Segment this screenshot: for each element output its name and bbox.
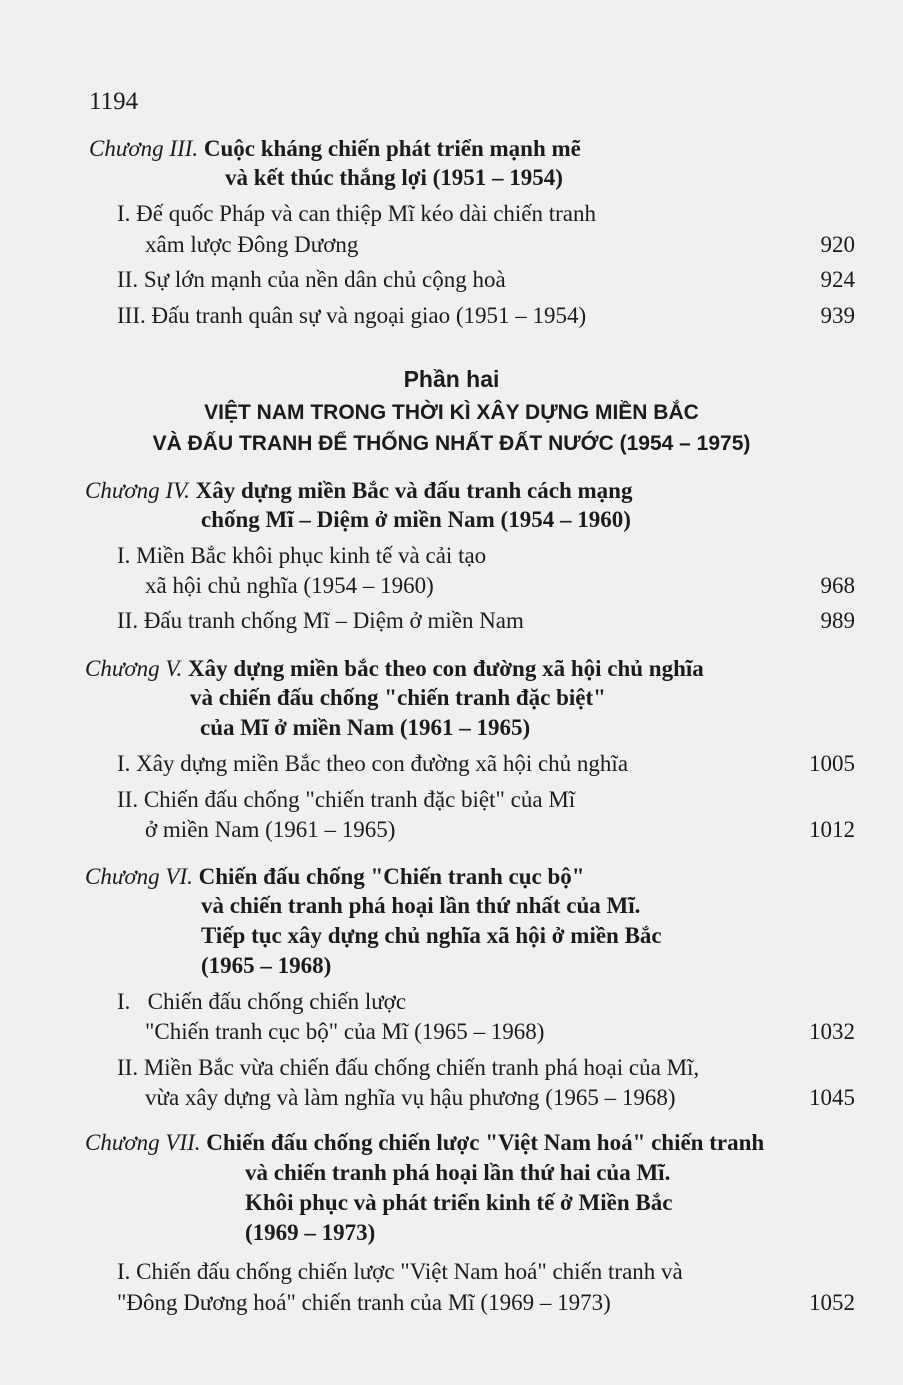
toc-entry-3-1-cont: xâm lược Đông Dương [145, 232, 359, 257]
chapter-5-title-cont-2: của Mĩ ở miền Nam (1961 – 1965) [200, 715, 531, 740]
chapter-5-heading [85, 657, 704, 680]
chapter-6-title-cont-2: Tiếp tục xây dựng chủ nghĩa xã hội ở miền Bắc [201, 923, 662, 948]
toc-entry-6-2: II. Miền Bắc vừa chiến đấu chống chiến tranh phá hoại của Mĩ, [117, 1055, 700, 1080]
toc-page-6-2: 1045 [809, 1085, 855, 1110]
toc-entry-6-2-cont: vừa xây dựng và làm nghĩa vụ hậu phương (1965 – 1968) [145, 1085, 676, 1110]
chapter-7-heading [85, 1131, 764, 1154]
chapter-7-title-cont-2: Khôi phục và phát triển kinh tế ở Miền Bắc [245, 1190, 673, 1215]
chapter-3-heading [89, 137, 581, 160]
chapter-5-title-cont-1: và chiến đấu chống "chiến tranh đặc biệt" [190, 685, 606, 710]
toc-page-3-2: 924 [820, 267, 855, 292]
chapter-7-title: Chiến đấu chống chiến lược "Việt Nam hoá" chiến tranh [206, 1130, 765, 1155]
chapter-4-title: Xây dựng miền Bắc và đấu tranh cách mạng [195, 478, 633, 503]
toc-page-6-1: 1032 [809, 1019, 855, 1044]
part-title-line-2: VÀ ĐẤU TRANH ĐỂ THỐNG NHẤT ĐẤT NƯỚC (1954 – 1975) [152, 432, 751, 455]
toc-entry-5-2-cont: ở miền Nam (1961 – 1965) [145, 817, 396, 842]
chapter-5-title: Xây dựng miền bắc theo con đường xã hội chủ nghĩa [188, 656, 704, 681]
toc-entry-3-2: II. Sự lớn mạnh của nền dân chủ cộng hoà [117, 267, 506, 292]
chapter-4-title-cont: chống Mĩ – Diệm ở miền Nam (1954 – 1960) [201, 507, 631, 532]
toc-entry-3-3: III. Đấu tranh quân sự và ngoại giao (1951 – 1954) [117, 303, 587, 328]
toc-page-4-1: 968 [820, 573, 855, 598]
chapter-6-label: Chương VI. [85, 864, 193, 889]
toc-page-3-3: 939 [820, 303, 855, 328]
chapter-7-title-cont-1: và chiến tranh phá hoại lần thứ hai của Mĩ. [245, 1160, 671, 1185]
chapter-4-heading [85, 479, 632, 502]
toc-entry-6-1: I. Chiến đấu chống chiến lược [117, 989, 407, 1014]
toc-entry-4-1-cont: xã hội chủ nghĩa (1954 – 1960) [145, 573, 434, 598]
chapter-3-title: Cuộc kháng chiến phát triển mạnh mẽ [203, 136, 581, 161]
chapter-6-title-cont-1: và chiến tranh phá hoại lần thứ nhất của Mĩ. [201, 893, 641, 918]
toc-entry-5-1: I. Xây dựng miền Bắc theo con đường xã hội chủ nghĩa [117, 751, 629, 776]
toc-entry-3-1: I. Đế quốc Pháp và can thiệp Mĩ kéo dài chiến tranh [117, 201, 597, 226]
chapter-3-title-cont: và kết thúc thắng lợi (1951 – 1954) [225, 165, 563, 190]
toc-entry-4-2: II. Đấu tranh chống Mĩ – Diệm ở miền Nam [117, 608, 524, 633]
toc-page-5-1: 1005 [809, 751, 855, 776]
toc-page-5-2: 1012 [809, 817, 855, 842]
toc-entry-6-1-cont: "Chiến tranh cục bộ" của Mĩ (1965 – 1968) [145, 1019, 545, 1044]
chapter-4-label: Chương IV. [85, 478, 190, 503]
chapter-5-label: Chương V. [85, 656, 183, 681]
part-heading: Phần hai [403, 366, 500, 392]
chapter-6-heading [85, 865, 585, 888]
toc-page-7-1: 1052 [809, 1290, 855, 1315]
chapter-3-label: Chương III. [89, 136, 199, 161]
chapter-7-label: Chương VII. [85, 1130, 201, 1155]
toc-entry-5-2: II. Chiến đấu chống "chiến tranh đặc biệt" của Mĩ [117, 787, 576, 812]
toc-entry-7-1-cont: "Đông Dương hoá" chiến tranh của Mĩ (1969 – 1973) [117, 1290, 611, 1315]
page-number: 1194 [89, 88, 139, 115]
chapter-6-title: Chiến đấu chống "Chiến tranh cục bộ" [198, 864, 585, 889]
toc-entry-7-1: I. Chiến đấu chống chiến lược "Việt Nam hoá" chiến tranh và [117, 1259, 683, 1284]
toc-page-3-1: 920 [820, 232, 855, 257]
chapter-6-title-cont-3: (1965 – 1968) [201, 953, 332, 978]
toc-entry-4-1: I. Miền Bắc khôi phục kinh tế và cải tạo [117, 543, 487, 568]
chapter-7-title-cont-3: (1969 – 1973) [245, 1220, 376, 1245]
toc-page-4-2: 989 [820, 608, 855, 633]
part-title-line-1: VIỆT NAM TRONG THỜI KÌ XÂY DỰNG MIỀN BẮC [204, 401, 699, 424]
